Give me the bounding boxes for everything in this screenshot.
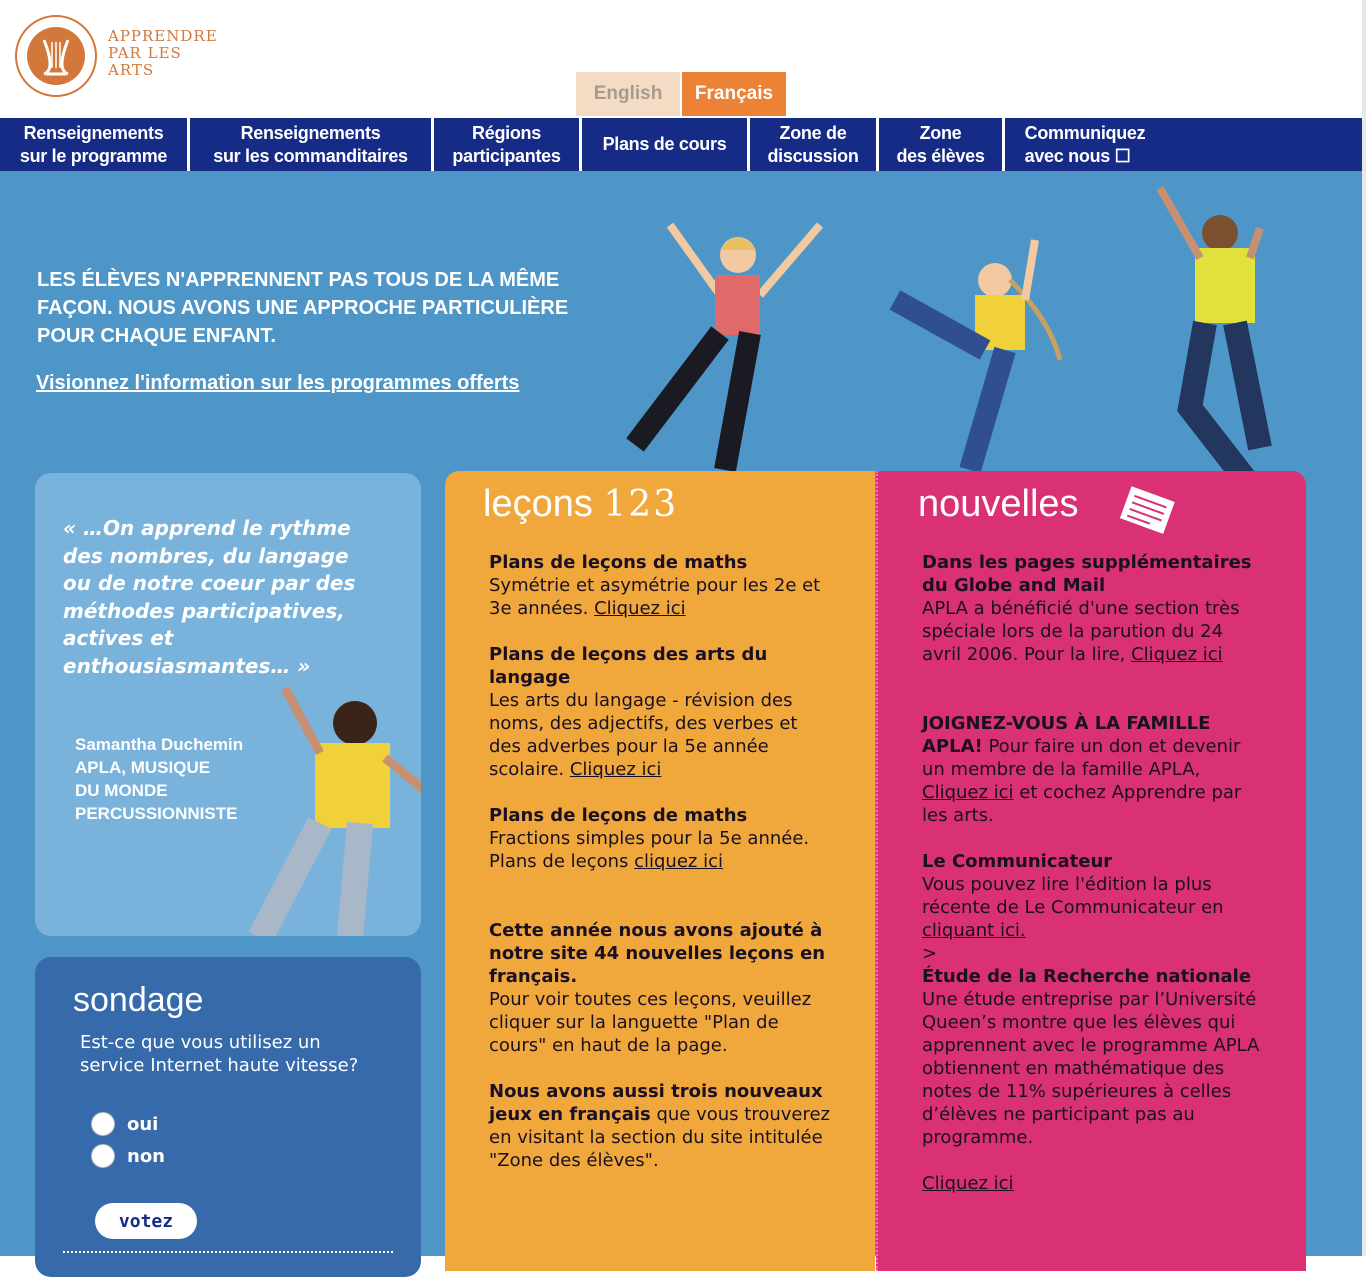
lesson-item	[489, 551, 834, 620]
lesson-item	[489, 643, 834, 781]
nav-plans-de-cours[interactable]: Plans de cours	[582, 118, 750, 171]
lesson-item	[489, 919, 834, 1057]
logo-text	[108, 28, 218, 79]
news-headline: Étude de la Recherche nationale	[922, 966, 1252, 987]
testimonial-author	[75, 733, 243, 825]
news-item	[922, 942, 1267, 1149]
nav-regions[interactable]: Régions participantes	[434, 118, 582, 171]
news-headline: JOIGNEZ-VOUS À LA FAMILLE APLA!	[922, 713, 1211, 757]
lesson-link[interactable]: cliquez ici	[634, 851, 723, 872]
english-tab[interactable]: English	[576, 72, 680, 116]
lesson-title: Plans de leçons des arts du langage	[489, 644, 768, 688]
kicking-girl-photo	[875, 230, 1095, 480]
news-link[interactable]: cliquant ici.	[922, 920, 1026, 941]
lesson-title: Plans de leçons de maths	[489, 805, 748, 826]
testimonial-quote: « …On apprend le rythme des nombres, du langage ou de notre coeur par des méthodes participatives, actives et enthousiasmantes… »	[63, 516, 356, 678]
option-label: oui	[127, 1113, 159, 1135]
nav-commanditaires[interactable]: Renseignements sur les commanditaires	[190, 118, 434, 171]
lesson-title: Nous avons aussi trois nouveaux jeux en français	[489, 1081, 823, 1125]
lessons-list	[489, 551, 834, 1195]
news-text: Une étude entreprise par l’Université Queen’s montre que les élèves qui apprennent avec le programme APLA obtiennent en mathématique des notes de 11% supérieures à celles d’élèves ne participant pas au programme.	[922, 989, 1260, 1148]
lessons-title-text: leçons	[483, 483, 593, 525]
lesson-title: Plans de leçons de maths	[489, 552, 748, 573]
poll-title: sondage	[73, 981, 204, 1019]
news-headline: Dans les pages supplémentaires du Globe and Mail	[922, 552, 1252, 596]
poll-option-oui[interactable]	[91, 1112, 158, 1136]
lessons-column	[445, 471, 875, 1271]
author-line: APLA, MUSIQUE	[75, 758, 211, 777]
logo-line: PAR LES	[108, 44, 182, 62]
numbers-123-icon: 123	[603, 484, 679, 525]
dotted-divider	[63, 1251, 393, 1253]
option-label: non	[127, 1145, 165, 1167]
lesson-item	[489, 1080, 834, 1172]
lesson-text: Les arts du langage - révision des noms, des adjectifs, des verbes et des adverbes pour la 5e année scolaire.	[489, 690, 798, 780]
news-text: et cochez Apprendre par les arts.	[922, 782, 1242, 826]
lessons-title	[483, 483, 679, 525]
news-marker: >	[922, 943, 938, 964]
author-line: DU MONDE	[75, 781, 168, 800]
lesson-text: Pour voir toutes ces leçons, veuillez cliquer sur la languette "Plan de cours" en haut de la page.	[489, 989, 812, 1056]
news-headline: Le Communicateur	[922, 851, 1113, 872]
logo-line: ARTS	[108, 61, 155, 79]
news-link[interactable]: Cliquez ici	[922, 1173, 1014, 1194]
hero-headline: LES ÉLÈVES N'APPRENNENT PAS TOUS DE LA MÊME FAÇON. NOUS AVONS UNE APPROCHE PARTICULIÈRE POUR CHAQUE ENFANT.	[37, 269, 569, 347]
lesson-item	[489, 804, 834, 873]
news-item	[922, 850, 1267, 942]
newspaper-icon	[1116, 483, 1178, 539]
drummer-girl-photo	[240, 683, 421, 936]
conservatory-seal-logo[interactable]	[14, 14, 98, 98]
news-item	[922, 551, 1267, 666]
lesson-link[interactable]: Cliquez ici	[569, 759, 662, 780]
main-nav	[0, 118, 1362, 171]
francais-tab[interactable]: Français	[682, 72, 786, 116]
news-text: Vous pouvez lire l'édition la plus récente de Le Communicateur en	[922, 874, 1224, 918]
news-item	[922, 1172, 1267, 1195]
author-name: Samantha Duchemin	[75, 735, 244, 754]
programs-link[interactable]: Visionnez l'information sur les programmes offerts	[36, 372, 520, 394]
lesson-text: Symétrie et asymétrie pour les 2e et 3e années.	[489, 575, 821, 619]
news-title: nouvelles	[918, 483, 1079, 525]
radio-button[interactable]	[91, 1144, 115, 1168]
news-link[interactable]: Cliquez ici	[1131, 644, 1223, 665]
news-link[interactable]: Cliquez ici	[922, 782, 1014, 803]
lesson-link[interactable]: Cliquez ici	[594, 598, 686, 619]
lesson-text: Fractions simples pour la 5e année. Plans de leçons	[489, 828, 810, 872]
poll-option-non[interactable]	[91, 1144, 165, 1168]
testimonial-box	[35, 473, 421, 936]
header	[0, 0, 1366, 118]
nav-contact[interactable]: Communiquez avec nous ☐	[1024, 122, 1146, 166]
news-list	[922, 551, 1267, 1218]
news-text: APLA a bénéficié d'une section très spéciale lors de la parution du 24 avril 2006. Pour la lire,	[922, 598, 1240, 665]
radio-button[interactable]	[91, 1112, 115, 1136]
poll-box	[35, 957, 421, 1277]
scrollbar[interactable]	[1362, 0, 1366, 1256]
news-text: Pour faire un don et devenir un membre de la famille APLA,	[922, 736, 1241, 780]
vote-button[interactable]: votez	[95, 1203, 197, 1239]
author-line: PERCUSSIONNISTE	[75, 804, 238, 823]
nav-programme[interactable]: Renseignements sur le programme	[0, 118, 190, 171]
nav-discussion[interactable]: Zone de discussion	[750, 118, 879, 171]
lesson-text: que vous trouverez en visitant la section du site intitulée "Zone des élèves".	[489, 1104, 830, 1171]
news-item	[922, 712, 1267, 827]
jumping-girl-photo	[610, 215, 830, 485]
news-column	[876, 471, 1306, 1271]
nav-eleves[interactable]: Zone des élèves	[879, 118, 1005, 171]
poll-question: Est-ce que vous utilisez un service Internet haute vitesse?	[80, 1032, 359, 1076]
lesson-title: Cette année nous avons ajouté à notre site 44 nouvelles leçons en français.	[489, 920, 826, 987]
logo-line: APPRENDRE	[108, 27, 218, 45]
